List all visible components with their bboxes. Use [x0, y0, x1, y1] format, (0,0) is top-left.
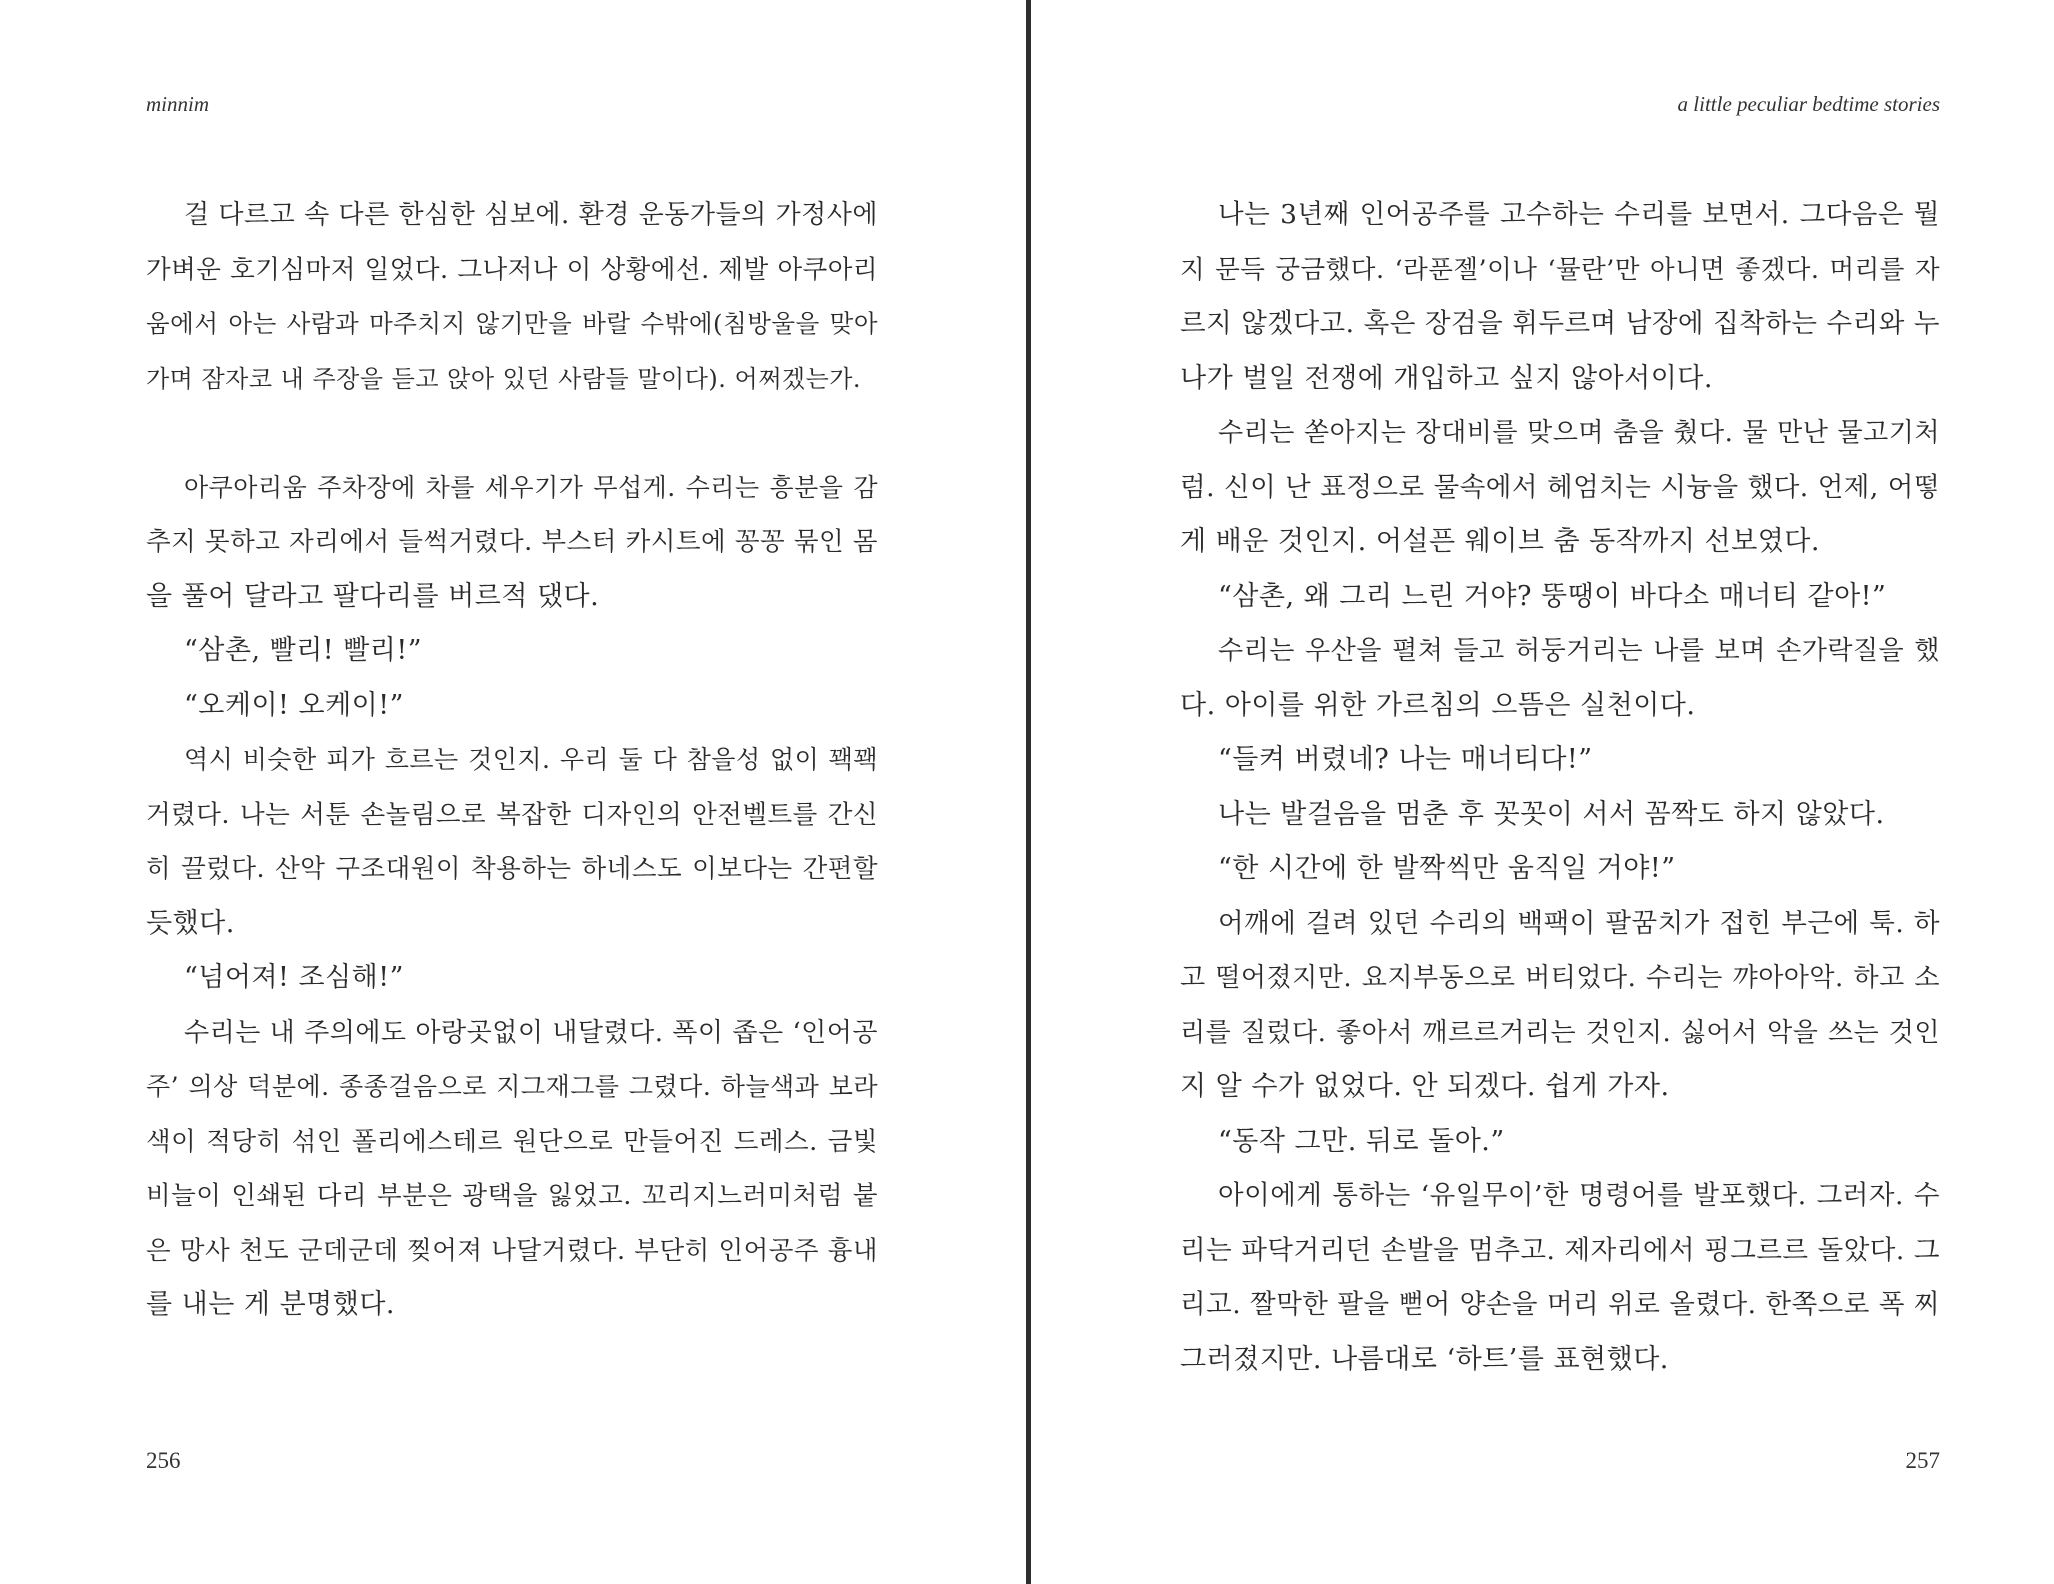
text-line: 다. 아이를 위한 가르침의 으뜸은 실천이다. [1180, 689, 1696, 721]
text-line: 지 문득 궁금했다. ‘라푼젤’이나 ‘뮬란’만 아니면 좋겠다. 머리를 자 [1180, 254, 1940, 285]
text-line: 리고. 짤막한 팔을 뻗어 양손을 머리 위로 올렸다. 한쪽으로 폭 찌 [1180, 1289, 1940, 1320]
dialogue-line: “오케이! 오케이!” [184, 689, 404, 721]
text-line: 수리는 쏟아지는 장대비를 맞으며 춤을 췄다. 물 만난 물고기처 [1218, 418, 1940, 448]
dialogue-line: “삼촌, 왜 그리 느린 거야? 뚱땡이 바다소 매너티 같아!” [1218, 580, 1887, 612]
dialogue-line: “한 시간에 한 발짝씩만 움직일 거야!” [1218, 853, 1676, 884]
page-number: 257 [1905, 1448, 1940, 1473]
text-line: 지 알 수가 없었다. 안 되겠다. 쉽게 가자. [1180, 1071, 1670, 1102]
text-line: 르지 않겠다고. 혹은 장검을 휘두르며 남장에 집착하는 수리와 누 [1180, 308, 1940, 339]
text-line: 수리는 우산을 펼쳐 들고 허둥거리는 나를 보며 손가락질을 했 [1218, 636, 1940, 666]
text-line: 을 풀어 달라고 팔다리를 버르적 댔다. [146, 580, 600, 612]
text-line: 히 끌렀다. 산악 구조대원이 착용하는 하네스도 이보다는 간편할 [146, 854, 878, 884]
section-break [146, 406, 878, 461]
running-head-author: minnim [146, 92, 209, 116]
text-line: 은 망사 천도 군데군데 찢어져 나달거렸다. 부단히 인어공주 흉내 [146, 1235, 878, 1266]
text-line: 비늘이 인쇄된 다리 부분은 광택을 잃었고. 꼬리지느러미처럼 붙 [146, 1181, 878, 1211]
right-page [1032, 0, 2054, 1584]
text-line: 리를 질렀다. 좋아서 깨르르거리는 것인지. 싫어서 악을 쓰는 것인 [1180, 1017, 1940, 1048]
text-line: 거렸다. 나는 서툰 손놀림으로 복잡한 디자인의 안전벨트를 간신 [146, 799, 878, 830]
text-line: 걸 다르고 속 다른 한심한 심보에. 환경 운동가들의 가정사에 [184, 200, 878, 230]
text-line: 나는 3년째 인어공주를 고수하는 수리를 보면서. 그다음은 뭘 [1218, 199, 1940, 230]
dialogue-line: “들켜 버렸네? 나는 매너티다!” [1218, 744, 1593, 775]
text-line: 아쿠아리움 주차장에 차를 세우기가 무섭게. 수리는 흥분을 감 [184, 472, 878, 502]
page-number: 256 [146, 1448, 181, 1473]
text-line: 그러졌지만. 나름대로 ‘하트’를 표현했다. [1180, 1343, 1669, 1375]
right-page-body [1180, 188, 1940, 1387]
text-line: 역시 비슷한 피가 흐르는 것인지. 우리 둘 다 참을성 없이 꽥꽥 [184, 745, 878, 774]
text-line: 리는 파닥거리던 손발을 멈추고. 제자리에서 핑그르르 돌았다. 그 [1180, 1234, 1940, 1266]
text-line: 어깨에 걸려 있던 수리의 백팩이 팔꿈치가 접힌 부근에 툭. 하 [1218, 907, 1940, 939]
dialogue-line: “넘어져! 조심해!” [184, 962, 404, 993]
text-line: 고 떨어졌지만. 요지부동으로 버티었다. 수리는 꺄아아악. 하고 소 [1180, 963, 1940, 993]
text-line: 가벼운 호기심마저 일었다. 그나저나 이 상황에선. 제발 아쿠아리 [146, 254, 878, 285]
book-gutter [1026, 0, 1031, 1584]
text-line: 추지 못하고 자리에서 들썩거렸다. 부스터 카시트에 꽁꽁 묶인 몸 [146, 527, 878, 557]
dialogue-line: “동작 그만. 뒤로 돌아.” [1218, 1125, 1505, 1157]
text-line: 움에서 아는 사람과 마주치지 않기만을 바랄 수밖에(침방울을 맞아 [146, 309, 878, 338]
text-line: 럼. 신이 난 표정으로 물속에서 헤엄치는 시늉을 했다. 언제, 어떻 [1180, 471, 1940, 503]
text-line: 주’ 의상 덕분에. 종종걸음으로 지그재그를 그렸다. 하늘색과 보라 [146, 1072, 878, 1101]
text-line: 아이에게 통하는 ‘유일무이’한 명령어를 발포했다. 그러자. 수 [1218, 1180, 1940, 1211]
dialogue-line: “삼촌, 빨리! 빨리!” [184, 635, 423, 666]
text-line: 색이 적당히 섞인 폴리에스테르 원단으로 만들어진 드레스. 금빛 [146, 1126, 878, 1157]
text-line: 듯했다. [146, 907, 235, 939]
text-line: 나가 벌일 전쟁에 개입하고 싶지 않아서이다. [1180, 362, 1713, 394]
left-page-body [146, 188, 878, 1333]
text-line: 를 내는 게 분명했다. [146, 1289, 395, 1320]
running-head-title: a little peculiar bedtime stories [1677, 92, 1940, 116]
text-line: 게 배운 것인지. 어설픈 웨이브 춤 동작까지 선보였다. [1180, 526, 1820, 557]
text-line: 가며 잠자코 내 주장을 듣고 앉아 있던 사람들 말이다). 어쩌겠는가. [146, 364, 862, 393]
text-line: 나는 발걸음을 멈춘 후 꼿꼿이 서서 꼼짝도 하지 않았다. [1218, 798, 1885, 830]
text-line: 수리는 내 주의에도 아랑곳없이 내달렸다. 폭이 좁은 ‘인어공 [184, 1017, 878, 1048]
left-page [0, 0, 1026, 1584]
